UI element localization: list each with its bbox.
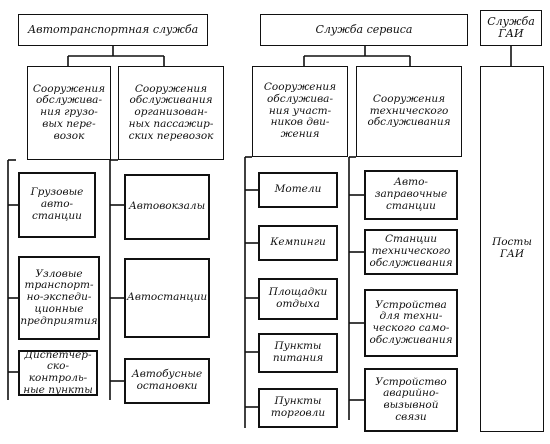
participant-item: Мотели	[258, 172, 338, 208]
service-department-box: Служба сервиса	[260, 14, 468, 46]
freight-item: Узловые транспорт- но-экспеди- ционные предприятия	[18, 256, 100, 340]
gai-service-box: Служба ГАИ	[480, 10, 542, 46]
freight-item: Диспетчер- ско-контроль- ные пункты	[18, 350, 98, 396]
technical-item: Станции технического обслуживания	[364, 229, 458, 275]
technical-item: Авто- заправочные станции	[364, 170, 458, 220]
participant-item: Пункты питания	[258, 333, 338, 373]
auto-transport-service-box: Автотранспортная служба	[18, 14, 208, 46]
technical-item: Устройства для техни- ческого само- обслуживания	[364, 289, 458, 357]
technical-facilities-box: Сооружения технического обслуживания	[356, 66, 462, 157]
freight-item: Грузовые авто- станции	[18, 172, 96, 238]
participant-facilities-box: Сооружения обслужива- ния участ- ников дви- жения	[252, 66, 348, 157]
participant-item: Кемпинги	[258, 225, 338, 261]
passenger-item: Автостанции	[124, 258, 210, 338]
passenger-item: Автобусные остановки	[124, 358, 210, 404]
technical-item: Устройство аварийно- вызывной связи	[364, 368, 458, 432]
gai-posts-box: Посты ГАИ	[480, 66, 544, 432]
participant-item: Пункты торговли	[258, 388, 338, 428]
participant-item: Площадки отдыха	[258, 278, 338, 320]
passenger-item: Автовокзалы	[124, 174, 210, 240]
freight-facilities-box: Сооружения обслужива- ния грузо- вых пере- возок	[27, 66, 111, 160]
passenger-facilities-box: Сооружения обслуживания организован- ных пассажир- ских перевозок	[118, 66, 224, 160]
